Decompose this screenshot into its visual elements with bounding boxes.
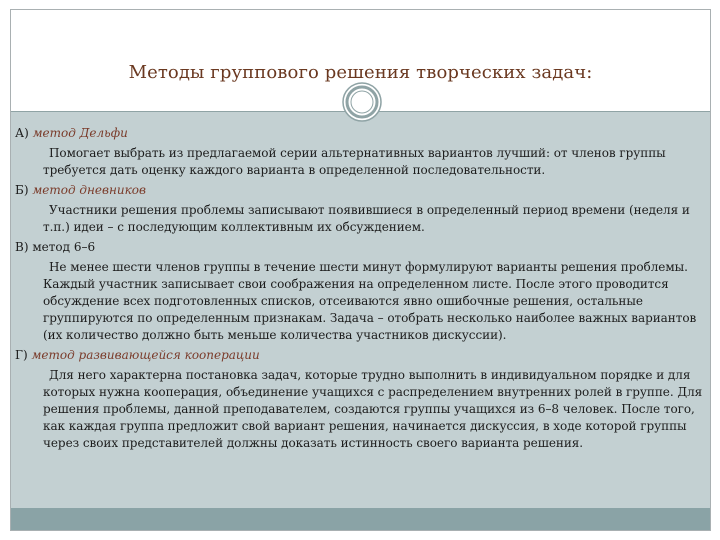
method-heading: [15, 347, 705, 364]
method-name: метод дневников: [32, 183, 147, 197]
method-prefix: А): [15, 126, 33, 140]
method-heading: [15, 125, 705, 142]
method-prefix: В): [15, 240, 33, 254]
medallion-ornament-icon: [342, 82, 382, 122]
bottom-band: [11, 508, 710, 530]
method-item-cooperation: [15, 347, 705, 452]
methods-list: [15, 125, 705, 455]
method-heading: [15, 239, 705, 256]
slide-title: Методы группового решения творческих задач:: [128, 62, 593, 83]
method-description: Помогает выбрать из предлагаемой серии альтернативных вариантов лучший: от членов группы требуется дать оценку каждого варианта в определенной последовательности.: [43, 146, 666, 177]
method-item-diaries: [15, 182, 705, 236]
method-name: метод Дельфи: [32, 126, 128, 140]
method-item-six-six: [15, 239, 705, 344]
method-prefix: Г): [15, 348, 32, 362]
method-description: Не менее шести членов группы в течение шести минут формулируют варианты решения проблемы. Каждый участник записывает свои соображения на определенном листе. После этого проводится обсуждение всех подготовленных списков, отсеиваются явно ошибочные решения, остальные группируются по определенным признакам. Задача – отобрать несколько наиболее важных вариантов (их количество должно быть меньше количества участников дискуссии).: [43, 260, 697, 342]
method-prefix: Б): [15, 183, 33, 197]
method-name: метод развивающейся кооперации: [31, 348, 260, 362]
method-name: метод 6–6: [32, 240, 96, 254]
slide: [10, 9, 711, 531]
method-item-delphi: [15, 125, 705, 179]
method-heading: [15, 182, 705, 199]
method-description: Участники решения проблемы записывают появившиеся в определенный период времени (неделя и т.п.) идеи – с последующим коллективным их обсуждением.: [43, 203, 690, 234]
method-description: Для него характерна постановка задач, которые трудно выполнить в индивидуальном порядке и для которых нужна кооперация, объединение учащихся с распределением внутренних ролей в группе. Для решения проблемы, данной преподавателем, создаются группы учащихся из 6–8 человек. После того, как каждая группа предложит свой вариант решения, начинается дискуссия, в ходе которой группы через своих представителей должны доказать истинность своего варианта решения.: [43, 368, 703, 450]
